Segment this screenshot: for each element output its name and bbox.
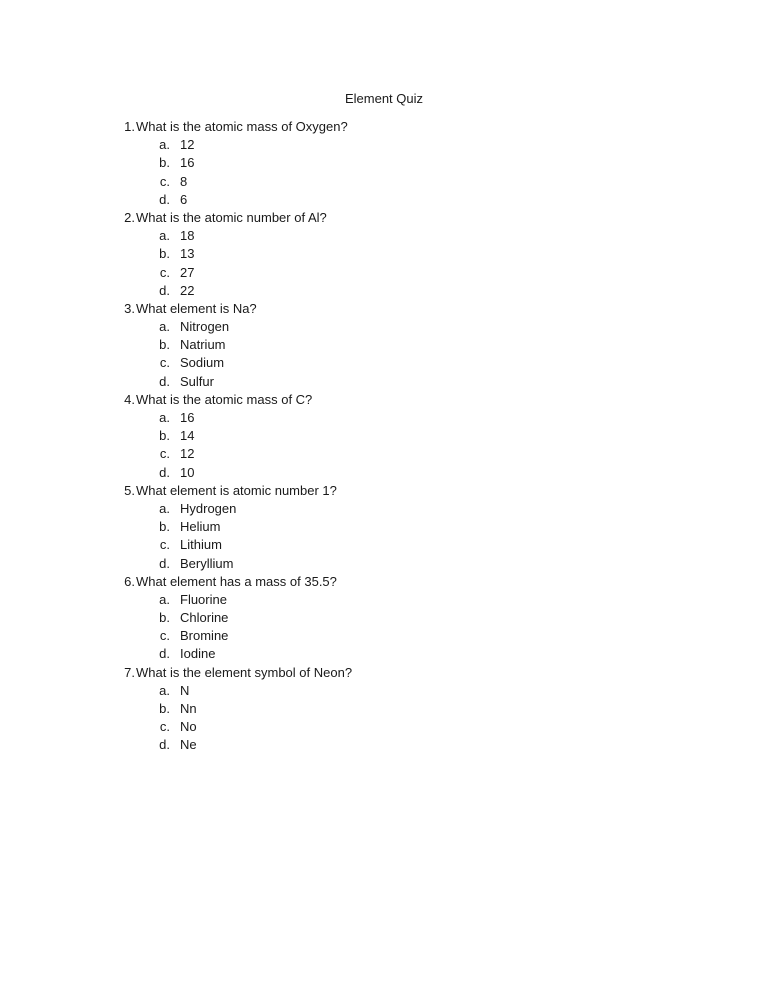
question-text: What is the atomic mass of Oxygen? (136, 119, 348, 134)
question-number: 1. (124, 119, 135, 134)
option-letter: a. (159, 682, 170, 698)
option-item (108, 318, 708, 336)
option-letter: c. (159, 628, 170, 644)
option-text: Natrium (180, 337, 226, 353)
option-letter: d. (159, 646, 170, 662)
option-letter: b. (159, 610, 170, 626)
option-item (108, 282, 708, 300)
option-item (108, 427, 708, 445)
option-letter: b. (159, 246, 170, 262)
option-item (108, 645, 708, 663)
option-item (108, 445, 708, 463)
option-text: 8 (180, 173, 188, 189)
question-7 (108, 664, 708, 682)
question-number: 7. (124, 664, 135, 680)
option-letter: a. (159, 591, 170, 607)
option-item (108, 736, 708, 754)
question-text: What is the atomic mass of C? (136, 391, 313, 407)
option-letter: d. (159, 464, 170, 480)
option-text: Ne (180, 737, 197, 753)
option-text: 16 (180, 155, 195, 171)
option-item (108, 154, 708, 172)
option-item (108, 191, 708, 209)
option-letter: c. (159, 537, 170, 553)
option-letter: a. (159, 500, 170, 516)
question-number: 6. (124, 573, 135, 589)
option-text: 13 (180, 246, 195, 262)
option-text: Lithium (180, 537, 222, 553)
option-item (108, 555, 708, 573)
question-6 (108, 573, 708, 591)
option-item (108, 627, 708, 645)
question-2 (108, 209, 708, 227)
option-item (108, 500, 708, 518)
question-text: What is the element symbol of Neon? (136, 664, 353, 680)
option-text: Bromine (180, 628, 229, 644)
option-item (108, 227, 708, 245)
option-letter: b. (159, 701, 170, 716)
option-letter: d. (159, 191, 170, 207)
question-text: What element is atomic number 1? (136, 482, 337, 498)
question-number: 4. (124, 391, 135, 407)
option-letter: b. (159, 519, 170, 535)
option-item (108, 373, 708, 391)
option-item (108, 464, 708, 482)
question-text: What element is Na? (136, 300, 257, 316)
option-text: 16 (180, 410, 195, 425)
option-letter: d. (159, 373, 170, 389)
option-letter: a. (159, 319, 170, 335)
option-item (108, 354, 708, 372)
option-letter: c. (159, 719, 170, 735)
option-letter: d. (159, 737, 170, 753)
option-item (108, 336, 708, 354)
option-letter: d. (159, 555, 170, 571)
option-text: 14 (180, 428, 195, 444)
option-item (108, 245, 708, 263)
option-item (108, 173, 708, 191)
option-text: Helium (180, 519, 221, 535)
question-1 (108, 118, 708, 136)
option-letter: a. (159, 137, 170, 153)
option-item (108, 518, 708, 536)
option-letter: d. (159, 282, 170, 298)
option-text: Nn (180, 701, 197, 716)
option-text: 22 (180, 282, 195, 298)
option-text: N (180, 682, 190, 698)
option-text: 6 (180, 191, 188, 207)
option-text: No (180, 719, 197, 735)
option-item (108, 591, 708, 609)
option-letter: c. (159, 355, 170, 371)
option-text: Fluorine (180, 591, 227, 607)
option-letter: a. (159, 410, 170, 425)
option-item (108, 718, 708, 736)
question-text: What element has a mass of 35.5? (136, 573, 337, 589)
option-text: Beryllium (180, 555, 234, 571)
option-item (108, 700, 708, 718)
option-text: Sulfur (180, 373, 214, 389)
option-text: 10 (180, 464, 195, 480)
option-letter: c. (159, 173, 170, 189)
option-letter: b. (159, 337, 170, 353)
option-text: Chlorine (180, 610, 229, 626)
question-3 (108, 300, 708, 318)
option-item (108, 682, 708, 700)
option-item (108, 264, 708, 282)
option-item (108, 536, 708, 554)
option-text: 12 (180, 137, 195, 153)
option-text: Iodine (180, 646, 216, 662)
question-text: What is the atomic number of Al? (136, 209, 327, 225)
option-letter: c. (159, 446, 170, 462)
option-text: Sodium (180, 355, 225, 371)
option-text: 18 (180, 228, 195, 244)
page-title: Element Quiz (344, 91, 424, 106)
option-letter: b. (159, 428, 170, 444)
option-letter: a. (159, 228, 170, 244)
option-item (108, 409, 708, 427)
option-letter: c. (159, 264, 170, 280)
option-text: 27 (180, 264, 195, 280)
quiz-list (108, 118, 708, 755)
option-item (108, 136, 708, 154)
question-5 (108, 482, 708, 500)
question-number: 5. (124, 482, 135, 498)
option-letter: b. (159, 155, 170, 171)
option-item (108, 609, 708, 627)
option-text: Nitrogen (180, 319, 230, 335)
option-text: Hydrogen (180, 500, 237, 516)
question-number: 3. (124, 300, 135, 316)
option-text: 12 (180, 446, 195, 462)
question-4 (108, 391, 708, 409)
question-number: 2. (124, 209, 135, 225)
